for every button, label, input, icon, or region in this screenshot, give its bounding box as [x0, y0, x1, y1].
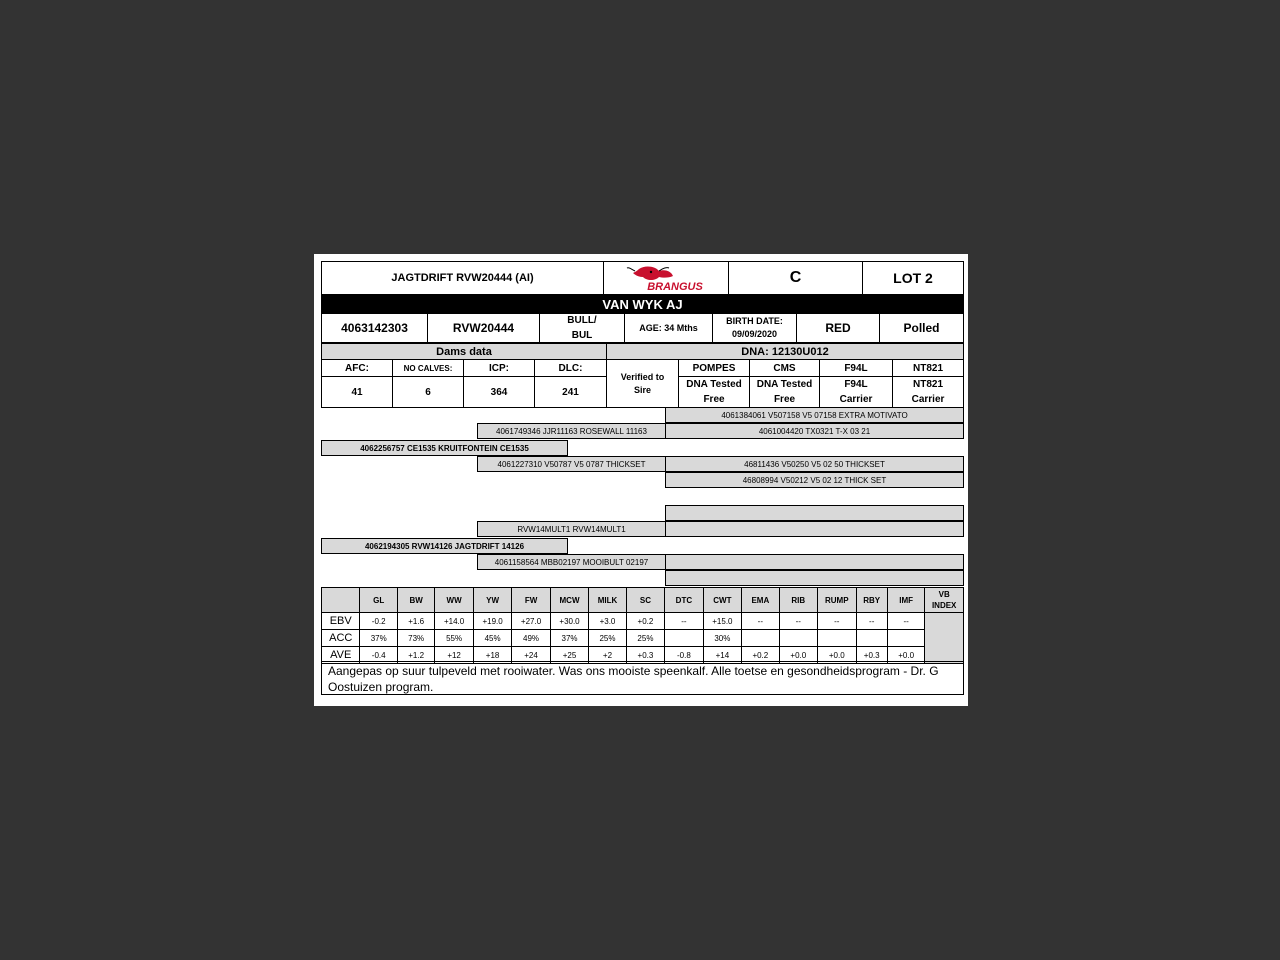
pedigree-sire-sire: 4061749346 JJR11163 ROSEWALL 11163 [477, 423, 666, 439]
acc-cell [818, 630, 856, 647]
dams-data-header: Dams data [321, 343, 607, 360]
id-number: 4063142303 [321, 313, 428, 343]
ave-cell: +0.0 [887, 647, 924, 664]
birth-date-value: 09/09/2020 [731, 329, 778, 339]
ave-cell: +24 [512, 647, 550, 664]
ebv-cell: -- [818, 613, 856, 630]
cms-label: CMS [749, 359, 820, 377]
acc-cell: 49% [512, 630, 550, 647]
row-label-ave: AVE [322, 647, 360, 664]
pedigree-sire-dam-dam: 46808994 V50212 V5 02 12 THICK SET [665, 472, 964, 488]
ebv-cell: +19.0 [473, 613, 511, 630]
trait-dtc: DTC [665, 588, 703, 613]
animal-title: JAGTDRIFT RVW20444 (AI) [321, 261, 604, 295]
acc-cell [742, 630, 779, 647]
ave-cell: -0.8 [665, 647, 703, 664]
pedigree-dam-sire: RVW14MULT1 RVW14MULT1 [477, 521, 666, 537]
row-label-ebv: EBV [322, 613, 360, 630]
acc-row [322, 630, 964, 647]
acc-cell: 37% [360, 630, 397, 647]
breeder-banner: VAN WYK AJ [321, 295, 964, 314]
trait-vb-index: VB INDEX [925, 588, 964, 613]
pedigree-dam-dam-sire [665, 554, 964, 570]
ebv-cell: +0.2 [626, 613, 664, 630]
pompes-result: DNA Tested Free [678, 376, 750, 408]
ebv-cell: -- [742, 613, 779, 630]
ave-cell: +1.2 [397, 647, 434, 664]
nt821-result: NT821 Carrier [892, 376, 964, 408]
pedigree-dam: 4062194305 RVW14126 JAGTDRIFT 14126 [321, 538, 568, 554]
ave-cell: +14 [703, 647, 741, 664]
vb-index-value [925, 613, 964, 664]
ave-cell: +0.0 [779, 647, 817, 664]
ebv-row [322, 613, 964, 630]
trait-ww: WW [435, 588, 473, 613]
ebv-cell: -0.2 [360, 613, 397, 630]
cms-result: DNA Tested Free [749, 376, 820, 408]
f94l-label: F94L [819, 359, 893, 377]
age-label: AGE: 34 Mths [624, 313, 713, 343]
ebv-cell: +14.0 [435, 613, 473, 630]
acc-cell: 30% [703, 630, 741, 647]
pedigree-sire-dam-sire: 46811436 V50250 V5 02 50 THICKSET [665, 456, 964, 472]
ebv-cell: -- [856, 613, 887, 630]
ebv-corner [322, 588, 360, 613]
nt821-label: NT821 [892, 359, 964, 377]
pedigree-sire-sire-sire: 4061384061 V507158 V5 07158 EXTRA MOTIVATO [665, 407, 964, 423]
sex-label: BULL/ BUL [539, 313, 625, 343]
ave-cell: +18 [473, 647, 511, 664]
trait-bw: BW [397, 588, 434, 613]
ave-cell: +12 [435, 647, 473, 664]
ebv-cell: +3.0 [589, 613, 626, 630]
ave-cell: +0.2 [742, 647, 779, 664]
pompes-label: POMPES [678, 359, 750, 377]
ebv-cell: -- [779, 613, 817, 630]
acc-cell: 25% [589, 630, 626, 647]
no-calves-label: NO CALVES: [392, 359, 464, 377]
ave-cell: +0.3 [626, 647, 664, 664]
trait-rby: RBY [856, 588, 887, 613]
trait-imf: IMF [887, 588, 924, 613]
trait-cwt: CWT [703, 588, 741, 613]
birth-date-label: BIRTH DATE: [726, 316, 783, 326]
afc-value: 41 [321, 376, 393, 408]
acc-cell: 25% [626, 630, 664, 647]
trait-milk: MILK [589, 588, 626, 613]
dna-header: DNA: 12130U012 [606, 343, 964, 360]
birth-date [712, 313, 797, 343]
acc-cell [779, 630, 817, 647]
trait-gl: GL [360, 588, 397, 613]
ave-cell: +2 [589, 647, 626, 664]
bull-logo-icon [621, 263, 711, 293]
ave-cell: +25 [550, 647, 588, 664]
dlc-label: DLC: [534, 359, 607, 377]
color-label: RED [796, 313, 880, 343]
acc-cell: 45% [473, 630, 511, 647]
pedigree-dam-dam: 4061158564 MBB02197 MOOIBULT 02197 [477, 554, 666, 570]
acc-cell [665, 630, 703, 647]
svg-text:BRANGUS: BRANGUS [647, 281, 703, 293]
ebv-table [321, 587, 964, 664]
acc-cell: 55% [435, 630, 473, 647]
acc-cell [887, 630, 924, 647]
f94l-result: F94L Carrier [819, 376, 893, 408]
lot-label: LOT 2 [862, 261, 964, 295]
verified-to-sire: Verified to Sire [606, 359, 679, 408]
ebv-cell: -- [665, 613, 703, 630]
animal-card [314, 254, 968, 706]
no-calves-value: 6 [392, 376, 464, 408]
ebv-cell: +27.0 [512, 613, 550, 630]
trait-rump: RUMP [818, 588, 856, 613]
trait-yw: YW [473, 588, 511, 613]
horn-label: Polled [879, 313, 964, 343]
ebv-cell: +15.0 [703, 613, 741, 630]
afc-label: AFC: [321, 359, 393, 377]
trait-sc: SC [626, 588, 664, 613]
row-label-acc: ACC [322, 630, 360, 647]
ebv-cell: +1.6 [397, 613, 434, 630]
pedigree-dam-sire-dam [665, 521, 964, 537]
animal-code: RVW20444 [427, 313, 540, 343]
pedigree-sire-dam: 4061227310 V50787 V5 0787 THICKSET [477, 456, 666, 472]
dlc-value: 241 [534, 376, 607, 408]
acc-cell: 37% [550, 630, 588, 647]
ave-cell: +0.0 [818, 647, 856, 664]
comment-text: Aangepas op suur tulpeveld met rooiwater. Was ons mooiste speenkalf. Alle toetse en gesondheidsprogram - Dr. G Oostuizen program. [321, 661, 964, 695]
icp-value: 364 [463, 376, 535, 408]
trait-ema: EMA [742, 588, 779, 613]
brangus-logo [603, 261, 729, 295]
trait-fw: FW [512, 588, 550, 613]
acc-cell: 73% [397, 630, 434, 647]
pedigree-sire: 4062256757 CE1535 KRUITFONTEIN CE1535 [321, 440, 568, 456]
ebv-header-row [322, 588, 964, 613]
grade-label: C [728, 261, 863, 295]
pedigree-dam-dam-dam [665, 570, 964, 586]
ebv-cell: +30.0 [550, 613, 588, 630]
pedigree-dam-sire-sire [665, 505, 964, 521]
acc-cell [856, 630, 887, 647]
pedigree-sire-sire-dam: 4061004420 TX0321 T-X 03 21 [665, 423, 964, 439]
icp-label: ICP: [463, 359, 535, 377]
trait-mcw: MCW [550, 588, 588, 613]
ave-cell: +0.3 [856, 647, 887, 664]
ebv-cell: -- [887, 613, 924, 630]
ave-cell: -0.4 [360, 647, 397, 664]
trait-rib: RIB [779, 588, 817, 613]
